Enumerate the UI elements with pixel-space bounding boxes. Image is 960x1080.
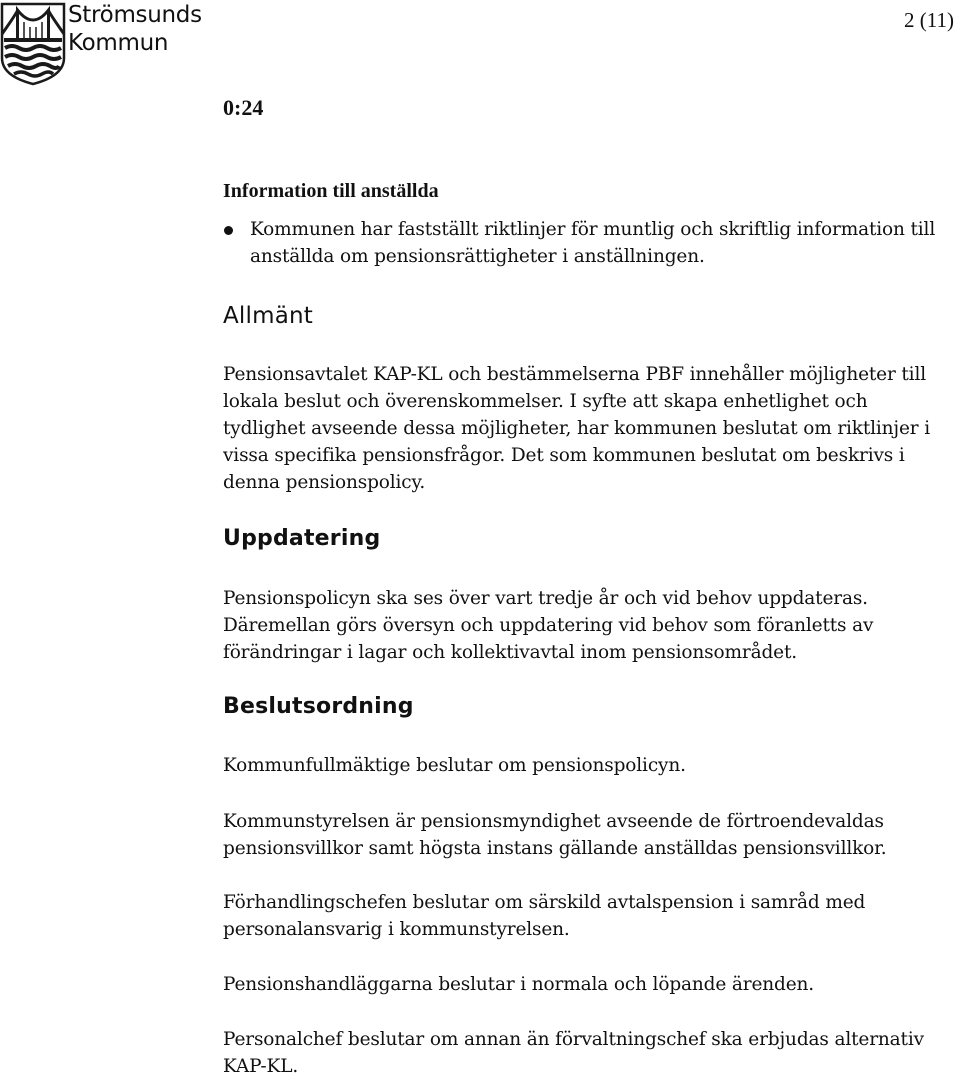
logo-wordmark	[68, 1, 202, 57]
bullet-item	[223, 216, 945, 270]
section-heading: Allmänt	[223, 303, 314, 329]
paragraph: Förhandlingschefen beslutar om särskild avtalspension i samråd med personalansvarig i kommunstyrelsen.	[223, 892, 866, 940]
bullet-dot-icon	[224, 226, 233, 235]
paragraph: Pensionshandläggarna beslutar i normala och löpande ärenden.	[223, 974, 814, 995]
paragraph: Personalchef beslutar om annan än förvaltningschef ska erbjudas alternativ KAP-KL.	[223, 1029, 924, 1077]
bullet-text: Kommunen har fastställt riktlinjer för muntlig och skriftlig information till anställda om pensionsrättigheter i anställningen.	[250, 219, 936, 267]
paragraph: Kommunstyrelsen är pensionsmyndighet avseende de förtroendevaldas pensionsvillkor samt högsta instans gällande anställdas pensionsvillkor.	[223, 811, 887, 859]
document-reference: 0:24	[223, 95, 264, 120]
paragraph: Pensionsavtalet KAP-KL och bestämmelserna PBF innehåller möjligheter till lokala beslut och överenskommelser. I syfte att skapa enhetlighet och tydlighet avseende dessa möjligheter, har kommunen beslutat om riktlinjer i vissa specifika pensionsfrågor. Det som kommunen beslutat om beskrivs i denna pensionspolicy.	[223, 364, 930, 493]
logo-line-1: Strömsunds	[68, 2, 202, 28]
logo-line-2: Kommun	[68, 30, 169, 56]
beslut-paragraph-4	[223, 971, 945, 998]
bridge-emblem-icon	[0, 0, 66, 86]
section-heading: Uppdatering	[223, 526, 381, 551]
beslut-paragraph-5	[223, 1026, 945, 1080]
bullet-list	[223, 216, 945, 270]
section-allmant-body	[223, 361, 945, 496]
municipality-logo	[0, 0, 205, 86]
section-uppdatering	[223, 526, 945, 551]
section-beslutsordning	[223, 694, 945, 719]
section-heading: Beslutsordning	[223, 694, 414, 719]
beslut-paragraph-3	[223, 889, 945, 943]
section-uppdatering-body	[223, 585, 945, 666]
section-allmant	[223, 303, 945, 329]
section-information	[223, 180, 945, 270]
beslut-paragraph-2	[223, 808, 945, 862]
beslut-paragraph-1	[223, 752, 945, 779]
section-heading: Information till anställda	[223, 180, 439, 202]
paragraph: Kommunfullmäktige beslutar om pensionspolicyn.	[223, 755, 686, 776]
paragraph: Pensionspolicyn ska ses över vart tredje år och vid behov uppdateras. Däremellan görs översyn och uppdatering vid behov som föranletts av förändringar i lagar och kollektivavtal inom pensionsområdet.	[223, 588, 874, 663]
page-number: 2 (11)	[904, 8, 954, 32]
